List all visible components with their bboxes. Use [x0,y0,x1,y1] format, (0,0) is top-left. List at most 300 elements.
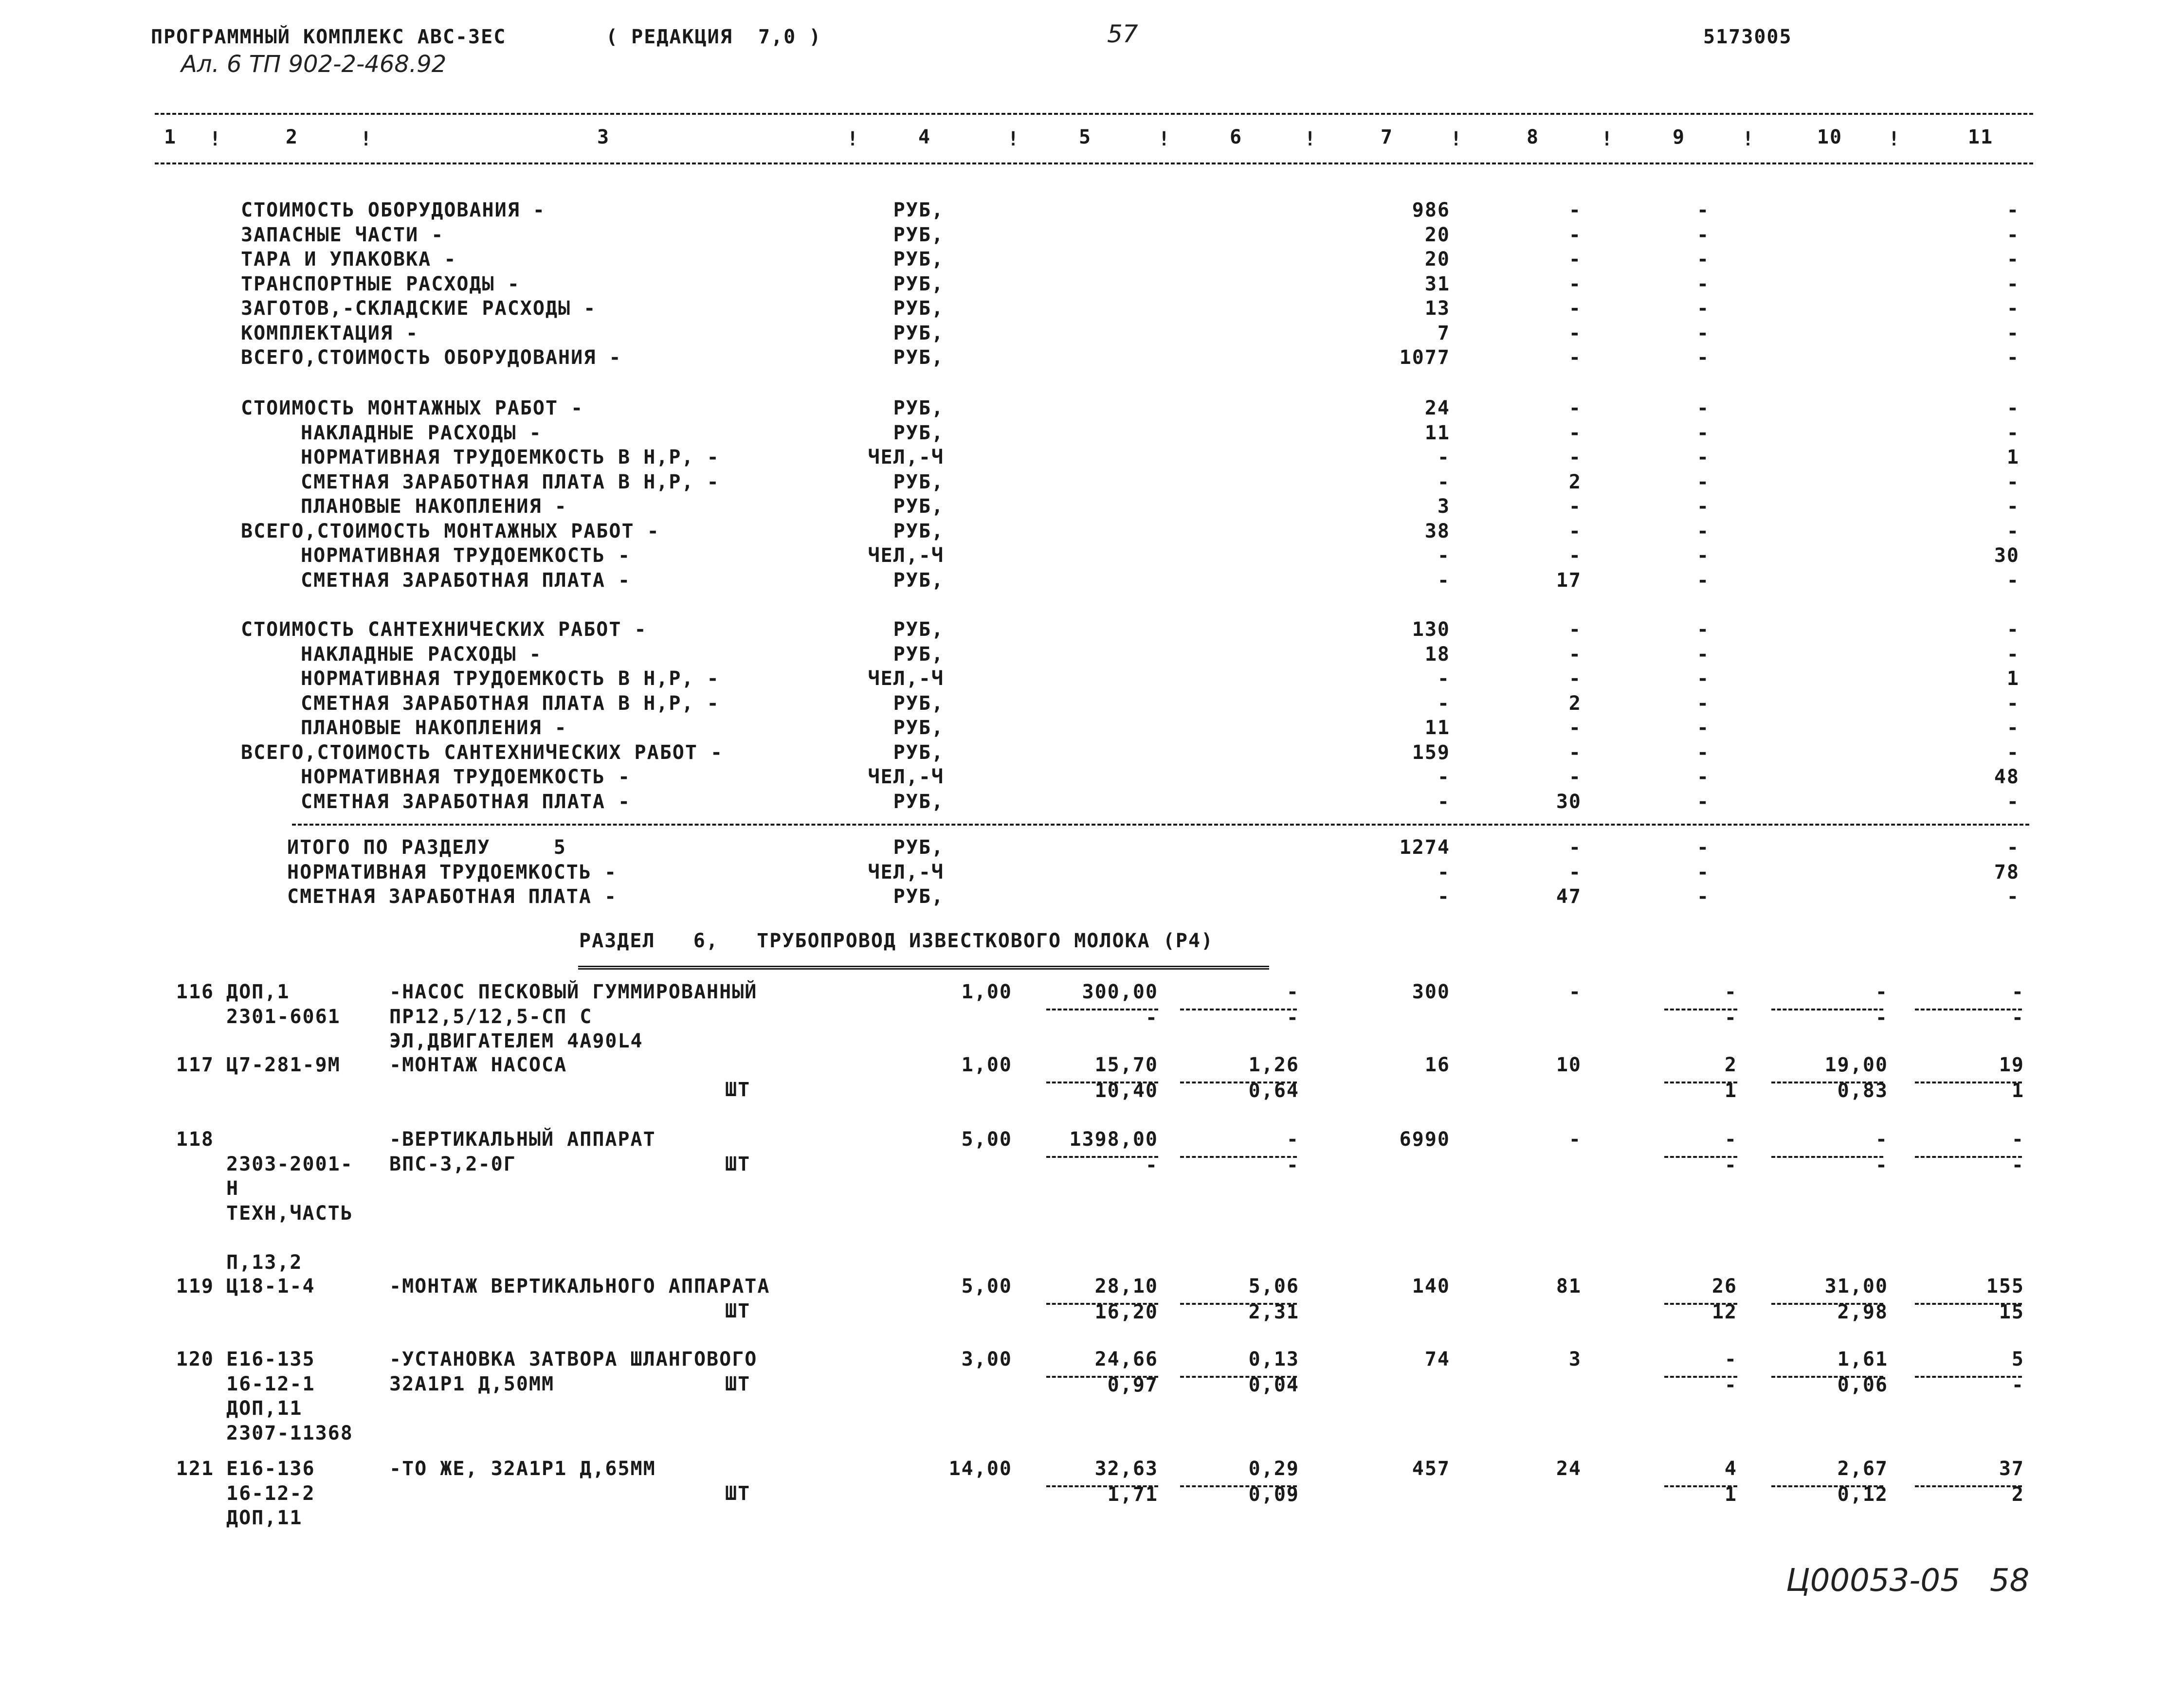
item-code: 2307-11368 [226,1422,353,1444]
item-code: Е16-136 [226,1458,315,1480]
item-description: -УСТАНОВКА ЗАТВОРА ШЛАНГОВОГО [389,1348,758,1370]
item-code: ТЕХН,ЧАСТЬ [226,1202,353,1225]
item-quantity: 1,00 [961,981,1012,1003]
item-unit-machines: 1,26 [1248,1054,1299,1076]
item-machine-wages: - [1724,1154,1737,1176]
summary-value-col9: - [1696,248,1710,270]
item-unit-machines: 0,29 [1248,1458,1299,1480]
footer-stamp: Ц00053-05 58 [1786,1563,2030,1599]
column-number: 6 [1229,126,1243,148]
item-unit-price: 300,00 [1082,981,1158,1003]
summary-unit: РУБ, [893,836,944,859]
column-number: 2 [285,126,299,148]
column-separator: ! [1304,128,1317,150]
column-separator: ! [1158,128,1171,150]
item-labor-machine-unit: 0,83 [1837,1079,1888,1102]
summary-value-col7: - [1437,544,1450,567]
item-unit: ШТ [725,1482,751,1505]
item-wages: - [1568,981,1582,1003]
summary-label: НОРМАТИВНАЯ ТРУДОЕМКОСТЬ В Н,Р, - [301,667,720,690]
item-number: 120 [176,1348,214,1370]
item-total: 16 [1424,1054,1450,1076]
column-number: 4 [918,126,931,148]
summary-value-col9: - [1696,861,1710,884]
item-description: ВПС-3,2-0Г [389,1153,516,1175]
summary-label: НОРМАТИВНАЯ ТРУДОЕМКОСТЬ - [301,544,631,567]
summary-unit: РУБ, [893,223,944,246]
item-wage-price: - [1145,1006,1158,1029]
summary-value-col9: - [1696,520,1710,542]
item-code: 16-12-2 [226,1482,315,1505]
summary-value-col7: 31 [1424,272,1450,295]
summary-label: НОРМАТИВНАЯ ТРУДОЕМКОСТЬ В Н,Р, - [301,446,720,469]
item-machines: - [1724,1348,1737,1370]
column-separator: ! [1601,128,1614,150]
item-total: 74 [1424,1348,1450,1370]
summary-value-col9: - [1696,836,1710,859]
column-number: 9 [1672,126,1686,148]
item-unit-price: 15,70 [1094,1054,1158,1076]
item-number: 119 [176,1275,214,1298]
summary-unit: РУБ, [893,643,944,666]
summary-value-col8: - [1568,766,1582,788]
summary-unit: РУБ, [893,421,944,444]
summary-label: ВСЕГО,СТОИМОСТЬ ОБОРУДОВАНИЯ - [241,346,622,369]
item-labor-machine-unit: - [1875,1006,1888,1029]
summary-unit: РУБ, [893,297,944,320]
summary-unit: РУБ, [893,346,944,369]
summary-unit: ЧЕЛ,-Ч [868,544,944,567]
item-wage-price: 16,20 [1094,1300,1158,1323]
item-code: ДОП,1 [226,981,290,1003]
summary-value-col11: - [2006,885,2020,908]
header-top-rule [155,113,2033,115]
summary-label: ВСЕГО,СТОИМОСТЬ САНТЕХНИЧЕСКИХ РАБОТ - [241,741,724,764]
summary-value-col8: 47 [1556,885,1582,908]
summary-unit: РУБ, [893,397,944,419]
item-machine-wage-price: - [1286,1154,1299,1176]
summary-value-col11: 48 [1994,766,2020,788]
item-description: -НАСОС ПЕСКОВЫЙ ГУММИРОВАННЫЙ [389,981,758,1003]
item-labor-machine-unit: 2,98 [1837,1300,1888,1323]
summary-label: ВСЕГО,СТОИМОСТЬ МОНТАЖНЫХ РАБОТ - [241,520,660,542]
item-machine-wages: - [1724,1373,1737,1396]
summary-label: СТОИМОСТЬ ОБОРУДОВАНИЯ - [241,199,546,221]
summary-unit: РУБ, [893,470,944,493]
item-unit-machines: 5,06 [1248,1275,1299,1298]
summary-value-col8: - [1568,397,1582,419]
item-labor-machine-total: 15 [1999,1300,2024,1323]
summary-value-col8: - [1568,618,1582,641]
document-code: 5173005 [1703,26,1792,48]
summary-value-col11: - [2006,741,2020,764]
item-machines: - [1724,1128,1737,1151]
column-number: 8 [1526,126,1540,148]
item-code: 2303-2001- [226,1153,353,1175]
item-code: 2301-6061 [226,1005,341,1028]
summary-value-col11: 1 [2006,667,2020,690]
item-labor-machine-total: - [2011,1006,2024,1029]
summary-value-col7: - [1437,667,1450,690]
item-machines: 26 [1711,1275,1737,1298]
item-wage-price: 1,71 [1107,1483,1158,1506]
item-labor-unit: 1,61 [1837,1348,1888,1370]
item-code: 16-12-1 [226,1372,315,1395]
item-machine-wage-price: - [1286,1006,1299,1029]
summary-label: НОРМАТИВНАЯ ТРУДОЕМКОСТЬ - [287,861,618,884]
item-wages: 10 [1556,1054,1582,1076]
summary-value-col8: - [1568,643,1582,666]
summary-value-col11: - [2006,397,2020,419]
item-labor-machine-total: - [2011,1154,2024,1176]
program-title: ПРОГРАММНЫЙ КОМПЛЕКС АВС-3ЕС [151,26,507,48]
summary-value-col11: 30 [1994,544,2020,567]
column-number: 10 [1817,126,1843,148]
summary-unit: РУБ, [893,322,944,344]
item-wages: 3 [1568,1348,1582,1370]
summary-value-col8: - [1568,544,1582,567]
item-unit: ШТ [725,1299,751,1322]
summary-value-col9: - [1696,446,1710,469]
item-number: 117 [176,1054,214,1076]
item-labor-machine-unit: 0,06 [1837,1373,1888,1396]
summary-value-col7: 20 [1424,223,1450,246]
summary-value-col11: - [2006,470,2020,493]
summary-value-col7: 3 [1437,495,1450,518]
summary-value-col9: - [1696,667,1710,690]
item-quantity: 3,00 [961,1348,1012,1370]
summary-unit: РУБ, [893,790,944,813]
summary-label: СМЕТНАЯ ЗАРАБОТНАЯ ПЛАТА - [301,790,631,813]
summary-value-col7: - [1437,885,1450,908]
summary-unit: РУБ, [893,272,944,295]
summary-value-col11: 1 [2006,446,2020,469]
item-labor-machine-total: - [2011,1373,2024,1396]
item-machine-wage-price: 0,04 [1248,1373,1299,1396]
summary-value-col9: - [1696,199,1710,221]
summary-value-col8: - [1568,199,1582,221]
summary-label: СМЕТНАЯ ЗАРАБОТНАЯ ПЛАТА В Н,Р, - [301,692,720,715]
summary-value-col8: - [1568,717,1582,739]
item-unit-machines: - [1286,1128,1299,1151]
summary-value-col11: 78 [1994,861,2020,884]
summary-value-col9: - [1696,692,1710,715]
summary-label: ЗАГОТОВ,-СКЛАДСКИЕ РАСХОДЫ - [241,297,597,320]
summary-value-col8: - [1568,446,1582,469]
summary-value-col8: - [1568,272,1582,295]
summary-value-col11: - [2006,569,2020,592]
summary-value-col9: - [1696,297,1710,320]
summary-label: СМЕТНАЯ ЗАРАБОТНАЯ ПЛАТА - [287,885,618,908]
item-total: 457 [1412,1458,1450,1480]
column-separator: ! [1888,128,1901,150]
summary-unit: РУБ, [893,885,944,908]
column-number: 5 [1078,126,1092,148]
item-wage-price: - [1145,1154,1158,1176]
summary-value-col9: - [1696,790,1710,813]
summary-value-col9: - [1696,717,1710,739]
item-number: 118 [176,1128,214,1151]
summary-value-col11: - [2006,223,2020,246]
item-machine-wages: 1 [1724,1483,1737,1506]
summary-unit: РУБ, [893,717,944,739]
summary-value-col9: - [1696,397,1710,419]
item-description: ПР12,5/12,5-СП С [389,1005,593,1028]
summary-unit: РУБ, [893,520,944,542]
handwritten-reference: Ал. 6 ТП 902-2-468.92 [181,51,447,78]
summary-value-col7: - [1437,692,1450,715]
item-unit-machines: 0,13 [1248,1348,1299,1370]
item-unit-price: 32,63 [1094,1458,1158,1480]
summary-value-col11: - [2006,790,2020,813]
summary-value-col8: - [1568,741,1582,764]
item-machine-wage-price: 2,31 [1248,1300,1299,1323]
item-unit-price: 1398,00 [1069,1128,1158,1151]
summary-value-col11: - [2006,297,2020,320]
item-labor-total: 5 [2011,1348,2024,1370]
summary-value-col8: 2 [1568,470,1582,493]
summary-unit: ЧЕЛ,-Ч [868,861,944,884]
summary-label: ПЛАНОВЫЕ НАКОПЛЕНИЯ - [301,495,567,518]
column-number: 7 [1380,126,1394,148]
item-labor-machine-unit: 0,12 [1837,1483,1888,1506]
item-code: Ц7-281-9М [226,1054,341,1076]
header-bottom-rule [155,162,2033,164]
section-total-rule [292,824,2029,826]
summary-value-col11: - [2006,322,2020,344]
item-unit: ШТ [725,1372,751,1395]
summary-label: ТРАНСПОРТНЫЕ РАСХОДЫ - [241,272,520,295]
item-labor-unit: - [1875,981,1888,1003]
summary-value-col9: - [1696,495,1710,518]
item-number: 116 [176,981,214,1003]
summary-value-col9: - [1696,346,1710,369]
summary-value-col7: 11 [1424,421,1450,444]
summary-value-col7: 7 [1437,322,1450,344]
item-wages: 24 [1556,1458,1582,1480]
section-title-underline [578,966,1269,970]
summary-value-col8: - [1568,223,1582,246]
section-6-title: РАЗДЕЛ 6, ТРУБОПРОВОД ИЗВЕСТКОВОГО МОЛОКА (Р4) [579,930,1214,952]
column-separator: ! [847,128,860,150]
item-labor-machine-total: 1 [2011,1079,2024,1102]
item-machine-wages: - [1724,1006,1737,1029]
summary-unit: РУБ, [893,692,944,715]
column-number: 11 [1967,126,1994,148]
column-separator: ! [1450,128,1463,150]
item-unit-price: 28,10 [1094,1275,1158,1298]
item-total: 300 [1412,981,1450,1003]
summary-unit: РУБ, [893,199,944,221]
summary-value-col8: - [1568,836,1582,859]
column-separator: ! [360,128,373,150]
summary-unit: РУБ, [893,618,944,641]
summary-value-col7: - [1437,569,1450,592]
column-number: 3 [597,126,610,148]
item-labor-total: - [2011,981,2024,1003]
summary-value-col7: - [1437,446,1450,469]
item-labor-total: - [2011,1128,2024,1151]
summary-unit: РУБ, [893,569,944,592]
item-unit: ШТ [725,1153,751,1175]
summary-value-col9: - [1696,272,1710,295]
summary-unit: ЧЕЛ,-Ч [868,766,944,788]
item-wages: 81 [1556,1275,1582,1298]
item-description: -ТО ЖЕ, 32А1Р1 Д,65ММ [389,1458,656,1480]
summary-value-col9: - [1696,421,1710,444]
summary-value-col9: - [1696,618,1710,641]
item-code: ДОП,11 [226,1507,303,1529]
item-machine-wage-price: 0,09 [1248,1483,1299,1506]
summary-value-col7: - [1437,790,1450,813]
summary-value-col8: - [1568,346,1582,369]
summary-label: ЗАПАСНЫЕ ЧАСТИ - [241,223,444,246]
summary-unit: РУБ, [893,248,944,270]
summary-value-col8: - [1568,322,1582,344]
summary-value-col7: 24 [1424,397,1450,419]
item-number: 121 [176,1458,214,1480]
summary-value-col7: - [1437,861,1450,884]
summary-label: КОМПЛЕКТАЦИЯ - [241,322,419,344]
summary-value-col8: - [1568,861,1582,884]
item-machines: 2 [1724,1054,1737,1076]
column-separator: ! [209,128,222,150]
item-wages: - [1568,1128,1582,1151]
summary-value-col9: - [1696,885,1710,908]
summary-value-col8: 2 [1568,692,1582,715]
summary-value-col11: - [2006,248,2020,270]
summary-value-col7: 1077 [1399,346,1450,369]
summary-label: СМЕТНАЯ ЗАРАБОТНАЯ ПЛАТА - [301,569,631,592]
summary-value-col8: 17 [1556,569,1582,592]
summary-value-col7: - [1437,470,1450,493]
summary-value-col9: - [1696,741,1710,764]
item-quantity: 14,00 [948,1458,1012,1480]
item-machines: 4 [1724,1458,1737,1480]
summary-value-col8: - [1568,421,1582,444]
summary-value-col11: - [2006,520,2020,542]
item-labor-total: 37 [1999,1458,2024,1480]
summary-value-col8: - [1568,297,1582,320]
item-labor-total: 19 [1999,1054,2024,1076]
item-machines: - [1724,981,1737,1003]
item-description: -ВЕРТИКАЛЬНЫЙ АППАРАТ [389,1128,656,1151]
summary-value-col7: 18 [1424,643,1450,666]
item-description: -МОНТАЖ ВЕРТИКАЛЬНОГО АППАРАТА [389,1275,770,1298]
summary-unit: РУБ, [893,495,944,518]
item-code: П,13,2 [226,1251,303,1274]
item-description: ЭЛ,ДВИГАТЕЛЕМ 4А90L4 [389,1030,643,1052]
summary-label: СТОИМОСТЬ МОНТАЖНЫХ РАБОТ - [241,397,584,419]
item-wage-price: 0,97 [1107,1373,1158,1396]
summary-unit: ЧЕЛ,-Ч [868,446,944,469]
summary-unit: РУБ, [893,741,944,764]
item-code: Н [226,1177,239,1200]
column-separator: ! [1742,128,1755,150]
item-machine-wage-price: 0,64 [1248,1079,1299,1102]
summary-value-col8: 30 [1556,790,1582,813]
summary-label: ПЛАНОВЫЕ НАКОПЛЕНИЯ - [301,717,567,739]
summary-value-col7: 1274 [1399,836,1450,859]
summary-label: НАКЛАДНЫЕ РАСХОДЫ - [301,643,542,666]
summary-value-col7: - [1437,766,1450,788]
summary-label: СТОИМОСТЬ САНТЕХНИЧЕСКИХ РАБОТ - [241,618,647,641]
summary-value-col7: 130 [1412,618,1450,641]
summary-value-col9: - [1696,470,1710,493]
summary-value-col7: 13 [1424,297,1450,320]
item-labor-unit: 31,00 [1824,1275,1888,1298]
summary-value-col9: - [1696,766,1710,788]
item-wage-price: 10,40 [1094,1079,1158,1102]
edition-label: ( РЕДАКЦИЯ 7,0 ) [606,26,822,48]
summary-value-col8: - [1568,667,1582,690]
summary-value-col11: - [2006,717,2020,739]
page-number: 57 [1107,20,1138,48]
summary-value-col9: - [1696,643,1710,666]
summary-label: ТАРА И УПАКОВКА - [241,248,457,270]
summary-value-col8: - [1568,520,1582,542]
summary-value-col11: - [2006,199,2020,221]
item-description: -МОНТАЖ НАСОСА [389,1054,567,1076]
item-labor-unit: 2,67 [1837,1458,1888,1480]
item-description: 32А1Р1 Д,50ММ [389,1372,555,1395]
item-labor-unit: - [1875,1128,1888,1151]
summary-value-col7: 159 [1412,741,1450,764]
item-quantity: 5,00 [961,1128,1012,1151]
item-unit: ШТ [725,1078,751,1101]
item-code: Ц18-1-4 [226,1275,315,1298]
item-machine-wages: 1 [1724,1079,1737,1102]
summary-value-col7: 20 [1424,248,1450,270]
item-machine-wages: 12 [1711,1300,1737,1323]
item-code: Е16-135 [226,1348,315,1370]
summary-value-col11: - [2006,836,2020,859]
summary-value-col11: - [2006,643,2020,666]
summary-value-col11: - [2006,495,2020,518]
summary-value-col9: - [1696,322,1710,344]
item-code: ДОП,11 [226,1397,303,1420]
column-number: 1 [164,126,177,148]
item-labor-total: 155 [1986,1275,2024,1298]
summary-value-col7: 11 [1424,717,1450,739]
summary-value-col8: - [1568,495,1582,518]
summary-value-col7: 986 [1412,199,1450,221]
item-unit-price: 24,66 [1094,1348,1158,1370]
item-labor-machine-unit: - [1875,1154,1888,1176]
item-unit-machines: - [1286,981,1299,1003]
summary-value-col8: - [1568,248,1582,270]
item-labor-unit: 19,00 [1824,1054,1888,1076]
summary-value-col11: - [2006,272,2020,295]
summary-unit: ЧЕЛ,-Ч [868,667,944,690]
summary-value-col11: - [2006,692,2020,715]
item-quantity: 1,00 [961,1054,1012,1076]
summary-label: ИТОГО ПО РАЗДЕЛУ 5 [287,836,566,859]
column-separator: ! [1007,128,1020,150]
summary-value-col9: - [1696,223,1710,246]
item-quantity: 5,00 [961,1275,1012,1298]
summary-value-col11: - [2006,421,2020,444]
summary-label: НОРМАТИВНАЯ ТРУДОЕМКОСТЬ - [301,766,631,788]
summary-value-col11: - [2006,618,2020,641]
summary-value-col11: - [2006,346,2020,369]
item-total: 140 [1412,1275,1450,1298]
summary-label: СМЕТНАЯ ЗАРАБОТНАЯ ПЛАТА В Н,Р, - [301,470,720,493]
item-total: 6990 [1399,1128,1450,1151]
summary-value-col9: - [1696,544,1710,567]
summary-value-col9: - [1696,569,1710,592]
summary-label: НАКЛАДНЫЕ РАСХОДЫ - [301,421,542,444]
